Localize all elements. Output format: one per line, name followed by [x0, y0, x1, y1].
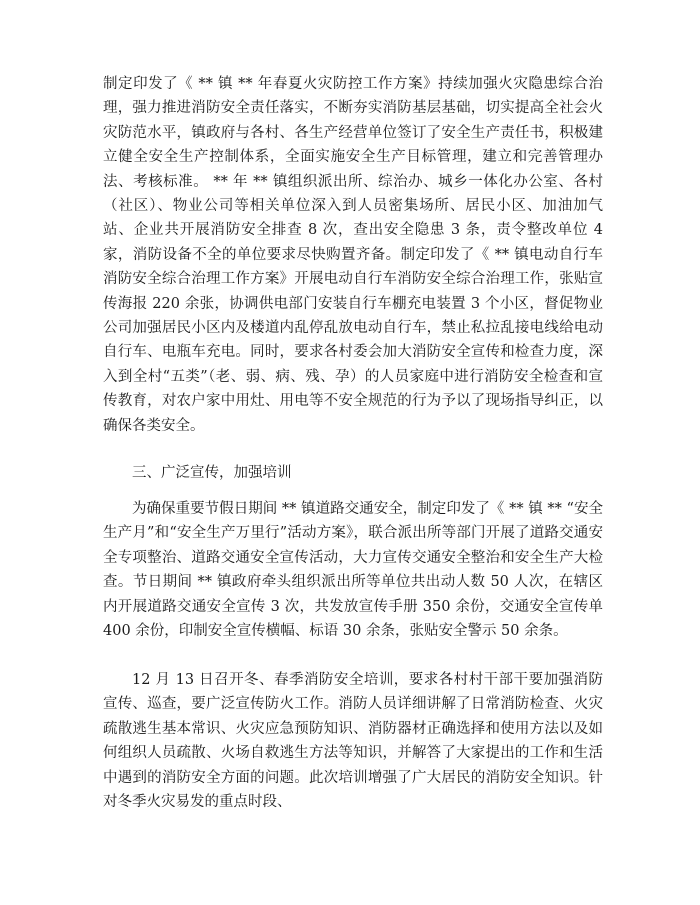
paragraph-fire-prevention: 制定印发了《 ** 镇 ** 年春夏火灾防控工作方案》持续加强火灾隐患综合治理，强力推进消防安全责任落实，不断夯实消防基层基础，切实提高全社会火灾防范水平，镇政府与各村、各生产经营单位签订了安全生产责任书，积极建立健全安全生产控制体系，全面实施安全生产目标管理，建立和完善管理办法、考核标准。 ** 年 ** 镇组织派出所、综治办、城乡一体化办公室、各村（社区）、物业公司等相关单位深入到人员密集场所、居民小区、加油加气站、企业共开展消防安全排查 8 次，查出安全隐患 3 条，责令整改单位 4 家，消防设备不全的单位要求尽快购置齐备。制定印发了《 ** 镇电动自行车消防安全综合治理工作方案》开展电动自行车消防安全综合治理工作，张贴宣传海报 220 余张，协调供电部门安装自行车棚充电装置 3 个小区，督促物业公司加强居民小区内及楼道内乱停乱放电动自行车，禁止私拉乱接电线给电动自行车、电瓶车充电。同时，要求各村委会加大消防安全宣传和检查力度，深入到全村“五类”（老、弱、病、残、孕）的人员家庭中进行消防安全检查和宣传教育，对农户家中用灶、用电等不安全规范的行为予以了现场指导纠正，以确保各类安全。	[103, 76, 603, 434]
section-heading-publicity-training: 三、广泛宣传，加强培训	[132, 465, 292, 481]
paragraph-traffic-safety: 为确保重要节假日期间 ** 镇道路交通安全，制定印发了《 ** 镇 ** “安全生产月”和“安全生产万里行”活动方案》，联合派出所等部门开展了道路交通安全专项整治、道路交通安全宣传活动，大力宣传交通安全整治和安全生产大检查。节日期间 ** 镇政府牵头组织派出所等单位共出动人数 50 人次，在辖区内开展道路交通安全宣传 3 次，共发放宣传手册 350 余份，交通安全宣传单 400 余份，印制安全宣传横幅、标语 30 余条，张贴安全警示 50 余条。	[103, 501, 603, 640]
paragraph-fire-training: 12 月 13 日召开冬、春季消防安全培训，要求各村村干部干要加强消防宣传、巡查，要广泛宣传防火工作。消防人员详细讲解了日常消防检查、火灾疏散逃生基本常识、火灾应急预防知识、消防器材正确选择和使用方法以及如何组织人员疏散、火场自救逃生方法等知识，并解答了大家提出的工作和生活中遇到的消防安全方面的问题。此次培训增强了广大居民的消防安全知识。针对冬季火灾易发的重点时段、	[103, 672, 603, 811]
